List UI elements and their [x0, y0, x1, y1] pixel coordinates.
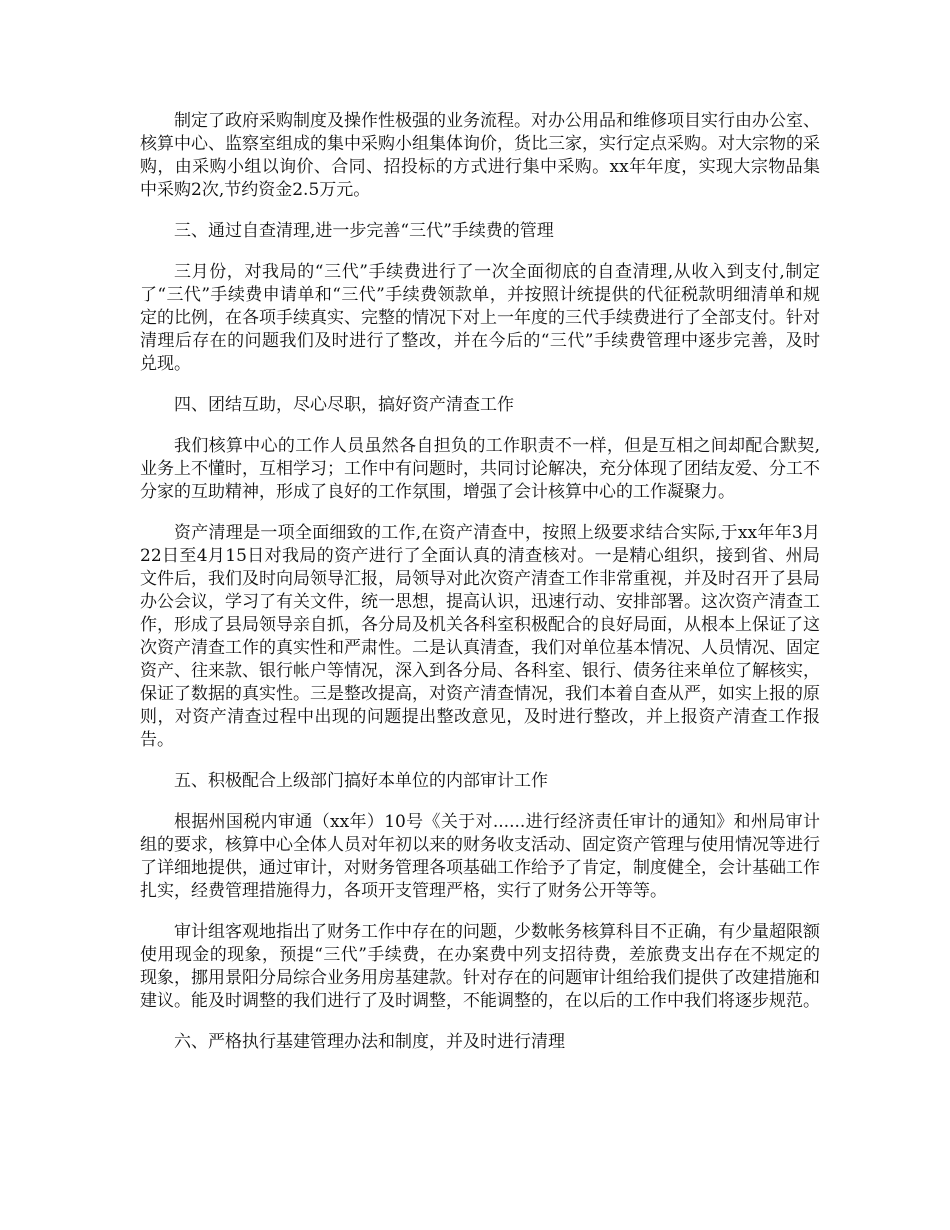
section-heading-3: 三、通过自查清理,进一步完善“三代”手续费的管理: [174, 221, 554, 241]
paragraph-internal-audit: 根据州国税内审通（xx年）10号《关于对......进行经济责任审计的通知》和州局审计组的要求，核算中心全体人员对年初以来的财务收支活动、固定资产管理与使用情况等进行了详细地提供，通过审计，对财务管理各项基础工作给予了肯定，制度健全，会计基础工作扎实，经费管理措施得力，各项开支管理严格，实行了财务公开等等。: [140, 812, 820, 901]
section-heading-4: 四、团结互助，尽心尽职，搞好资产清查工作: [174, 395, 514, 415]
paragraph-procurement: 制定了政府采购制度及操作性极强的业务流程。对办公用品和维修项目实行由办公室、核算中心、监察室组成的集中采购小组集体询价，货比三家，实行定点采购。对大宗物的采购，由采购小组以询价、合同、招投标的方式进行集中采购。xx年年度，实现大宗物品集中采购2次,节约资金2.5万元。: [140, 111, 820, 200]
paragraph-audit-findings: 审计组客观地指出了财务工作中存在的问题，少数帐务核算科目不正确，有少量超限额使用现金的现象，预提“三代”手续费，在办案费中列支招待费，差旅费支出存在不规定的现象，挪用景阳分局综合业务用房基建款。针对存在的问题审计组给我们提供了改建措施和建议。能及时调整的我们进行了及时调整，不能调整的，在以后的工作中我们将逐步规范。: [140, 922, 820, 1011]
paragraph-teamwork: 我们核算中心的工作人员虽然各自担负的工作职责不一样，但是互相之间却配合默契,业务上不懂时，互相学习；工作中有问题时，共同讨论解决，充分体现了团结友爱、分工不分家的互助精神，形成了良好的工作氛围，增强了会计核算中心的工作凝聚力。: [140, 436, 820, 502]
section-heading-5: 五、积极配合上级部门搞好本单位的内部审计工作: [174, 771, 548, 791]
paragraph-fee-cleanup: 三月份，对我局的“三代”手续费进行了一次全面彻底的自查清理,从收入到支付,制定了“三代”手续费申请单和“三代”手续费领款单，并按照计统提供的代征税款明细清单和规定的比例，在各项手续真实、完整的情况下对上一年度的三代手续费进行了全部支付。针对清理后存在的问题我们及时进行了整改，并在今后的“三代”手续费管理中逐步完善，及时兑现。: [140, 262, 820, 374]
paragraph-asset-audit: 资产清理是一项全面细致的工作,在资产清查中，按照上级要求结合实际,于xx年年3月22日至4月15日对我局的资产进行了全面认真的清查核对。一是精心组织，接到省、州局文件后，我们及时向局领导汇报，局领导对此次资产清查工作非常重视，并及时召开了县局办公会议，学习了有关文件，统一思想，提高认识，迅速行动、安排部署。这次资产清查工作，形成了县局领导亲自抓，各分局及机关各科室积极配合的良好局面，从根本上保证了这次资产清查工作的真实性和严肃性。二是认真清查，我们对单位基本情况、人员情况、固定资产、往来款、银行帐户等情况，深入到各分局、各科室、银行、债务往来单位了解核实，保证了数据的真实性。三是整改提高，对资产清查情况，我们本着自查从严，如实上报的原则，对资产清查过程中出现的问题提出整改意见，及时进行整改，并上报资产清查工作报告。: [140, 523, 820, 750]
section-heading-6: 六、严格执行基建管理办法和制度，并及时进行清理: [174, 1032, 565, 1052]
document-page: [140, 110, 820, 1054]
